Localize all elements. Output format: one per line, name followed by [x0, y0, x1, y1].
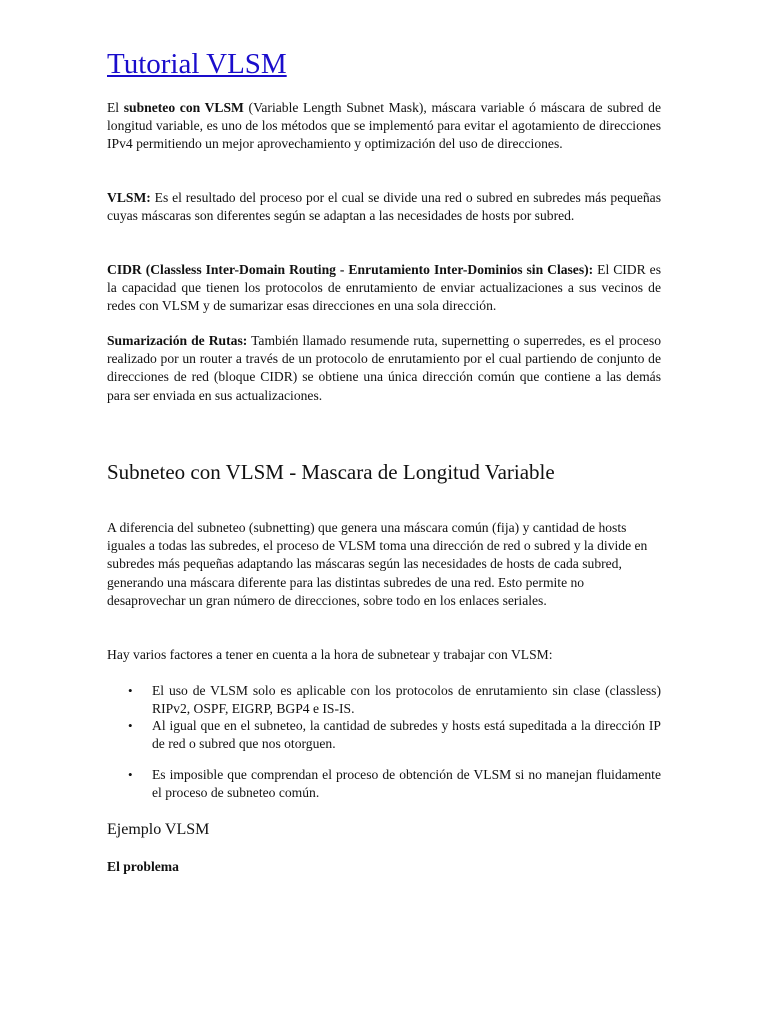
list-item-text: El uso de VLSM solo es aplicable con los protocolos de enrutamiento sin clase (classless) RIPv2, OSPF, EIGRP, BGP4 e IS-IS.	[152, 683, 661, 717]
bullet-icon: •	[128, 718, 133, 733]
example-heading: Ejemplo VLSM	[107, 821, 210, 838]
cidr-definition	[107, 261, 661, 316]
sumarizacion-definition	[107, 332, 661, 405]
factors-intro: Hay varios factores a tener en cuenta a la hora de subnetear y trabajar con VLSM:	[107, 647, 553, 662]
vlsm-term: VLSM:	[107, 190, 151, 205]
vlsm-text: Es el resultado del proceso por el cual se divide una red o subred en subredes más pequeñas cuyas máscaras son diferentes según se adaptan a las necesidades de hosts por subred.	[107, 190, 661, 224]
sumarizacion-term: Sumarización de Rutas:	[107, 333, 248, 348]
list-item-text: Al igual que en el subneteo, la cantidad de subredes y hosts está supeditada a la dirección IP de red o subred que nos otorguen.	[152, 718, 661, 752]
intro-text-2: (Variable Length Subnet Mask), máscara variable ó máscara de subred de longitud variable, es uno de los métodos que se implementó para evitar el agotamiento de direcciones IPv4 permitiendo un mejor aprovechamiento y optimización del uso de direcciones.	[107, 100, 662, 152]
section-paragraph: A diferencia del subneteo (subnetting) que genera una máscara común (fija) y cantidad de hosts iguales a todas las subredes, el proceso de VLSM toma una dirección de red o subred y la divide en subredes más pequeñas adaptando las máscaras según las necesidades de hosts de cada subred, generando una máscara diferente para las distintas subredes de una red. Esto permite no desaprovechar un gran número de direcciones, sobre todo en los enlaces seriales.	[107, 520, 648, 608]
bullet-icon: •	[128, 683, 133, 698]
page-title-link[interactable]: Tutorial VLSM	[107, 48, 287, 80]
cidr-text: El CIDR es la capacidad que tienen los protocolos de enrutamiento de enviar actualizaciones a sus vecinos de redes con VLSM y de sumarizar esas direcciones en una sola dirección.	[107, 262, 661, 314]
section-heading: Subneteo con VLSM - Mascara de Longitud Variable	[107, 460, 555, 484]
intro-bold-term: subneteo con VLSM	[123, 100, 244, 115]
sumarizacion-text: También llamado resumende ruta, supernetting o superredes, es el proceso realizado por un router a través de un protocolo de enrutamiento por el cual partiendo de conjunto de direcciones de red (bloque CIDR) se obtiene una única dirección común que contiene a las demás para ser enviada en sus actualizaciones.	[107, 333, 661, 403]
intro-text-1: El	[107, 100, 124, 115]
problem-heading: El problema	[107, 859, 179, 874]
bullet-icon: •	[128, 767, 133, 782]
list-item-text: Es imposible que comprendan el proceso de obtención de VLSM si no manejan fluidamente el proceso de subneteo común.	[152, 767, 661, 801]
vlsm-definition	[107, 189, 661, 225]
intro-paragraph	[107, 99, 661, 154]
cidr-term: CIDR (Classless Inter-Domain Routing - Enrutamiento Inter-Dominios sin Clases):	[107, 262, 594, 277]
